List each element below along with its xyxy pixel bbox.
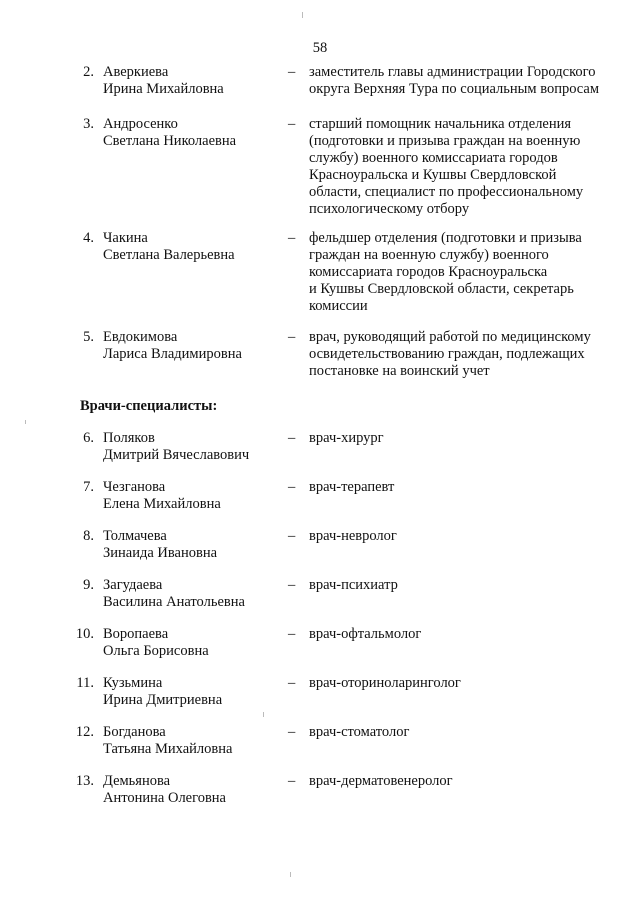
item-number: 9. — [83, 577, 94, 593]
dash: – — [288, 577, 296, 593]
role-line: постановке на воинский учет — [309, 363, 490, 379]
scan-mark — [25, 420, 26, 424]
given-name: Василина Анатольевна — [103, 594, 245, 610]
role-line: заместитель главы администрации Городского — [309, 64, 596, 80]
role-line: комиссии — [309, 298, 368, 314]
role-line: врач-оториноларинголог — [309, 675, 461, 691]
surname: Аверкиева — [103, 64, 169, 80]
position-description — [309, 230, 609, 315]
person-name — [103, 116, 283, 150]
dash: – — [288, 479, 296, 495]
scan-mark — [302, 12, 303, 18]
dash: – — [288, 724, 296, 740]
dash: – — [288, 773, 296, 789]
given-name: Светлана Валерьевна — [103, 247, 235, 263]
surname: Поляков — [103, 430, 155, 446]
given-name: Антонина Олеговна — [103, 790, 226, 806]
given-name: Ольга Борисовна — [103, 643, 209, 659]
role-line: врач-хирург — [309, 430, 384, 446]
role-line: граждан на военную службу) военного — [309, 247, 549, 263]
item-number: 6. — [83, 430, 94, 446]
role-line: округа Верхняя Тура по социальным вопросам — [309, 81, 600, 97]
person-name — [103, 528, 283, 562]
item-number: 10. — [75, 626, 94, 642]
position-description — [309, 675, 609, 692]
dash: – — [288, 528, 296, 544]
person-name — [103, 724, 283, 758]
dash: – — [288, 430, 296, 446]
item-number: 11. — [76, 675, 94, 691]
role-line: врач-невролог — [309, 528, 397, 544]
item-number: 4. — [83, 230, 94, 246]
person-name — [103, 626, 283, 660]
surname: Евдокимова — [103, 329, 178, 345]
person-name — [103, 329, 283, 363]
position-description — [309, 773, 609, 790]
person-name — [103, 577, 283, 611]
surname: Демьянова — [103, 773, 171, 789]
role-line: Красноуральска и Кушвы Свердловской — [309, 167, 557, 183]
position-description — [309, 724, 609, 741]
given-name: Ирина Михайловна — [103, 81, 224, 97]
given-name: Елена Михайловна — [103, 496, 221, 512]
role-line: врач-психиатр — [309, 577, 398, 593]
position-description — [309, 430, 609, 447]
surname: Чакина — [103, 230, 148, 246]
given-name: Ирина Дмитриевна — [103, 692, 223, 708]
role-line: врач-дерматовенеролог — [309, 773, 453, 789]
surname: Андросенко — [103, 116, 178, 132]
role-line: психологическому отбору — [309, 201, 470, 217]
dash: – — [288, 675, 296, 691]
role-line: (подготовки и призыва граждан на военную — [309, 133, 581, 149]
role-line: и Кушвы Свердловской области, секретарь — [309, 281, 574, 297]
scan-mark — [290, 872, 291, 877]
person-name — [103, 64, 283, 98]
section-heading: Врачи-специалисты: — [80, 398, 218, 414]
given-name: Дмитрий Вячеславович — [103, 447, 250, 463]
person-name — [103, 479, 283, 513]
position-description — [309, 626, 609, 643]
position-description — [309, 528, 609, 545]
given-name: Лариса Владимировна — [103, 346, 242, 362]
scan-mark — [263, 712, 264, 717]
item-number: 3. — [83, 116, 94, 132]
surname: Загудаева — [103, 577, 163, 593]
item-number: 7. — [83, 479, 94, 495]
role-line: области, специалист по профессиональному — [309, 184, 584, 200]
item-number: 13. — [75, 773, 94, 789]
surname: Кузьмина — [103, 675, 163, 691]
position-description — [309, 64, 609, 98]
dash: – — [288, 230, 296, 246]
page-number: 58 — [312, 40, 328, 56]
surname: Богданова — [103, 724, 166, 740]
given-name: Светлана Николаевна — [103, 133, 237, 149]
position-description — [309, 116, 609, 218]
position-description — [309, 577, 609, 594]
dash: – — [288, 64, 296, 80]
role-line: освидетельствованию граждан, подлежащих — [309, 346, 585, 362]
item-number: 8. — [83, 528, 94, 544]
position-description — [309, 479, 609, 496]
role-line: комиссариата городов Красноуральска — [309, 264, 548, 280]
dash: – — [288, 329, 296, 345]
role-line: фельдшер отделения (подготовки и призыва — [309, 230, 582, 246]
dash: – — [288, 116, 296, 132]
person-name — [103, 773, 283, 807]
role-line: врач-терапевт — [309, 479, 395, 495]
role-line: службу) военного комиссариата городов — [309, 150, 558, 166]
given-name: Зинаида Ивановна — [103, 545, 218, 561]
person-name — [103, 230, 283, 264]
role-line: врач-офтальмолог — [309, 626, 422, 642]
item-number: 2. — [83, 64, 94, 80]
role-line: врач-стоматолог — [309, 724, 410, 740]
surname: Воропаева — [103, 626, 169, 642]
surname: Чезганова — [103, 479, 166, 495]
role-line: старший помощник начальника отделения — [309, 116, 572, 132]
item-number: 12. — [75, 724, 94, 740]
item-number: 5. — [83, 329, 94, 345]
person-name — [103, 430, 283, 464]
surname: Толмачева — [103, 528, 167, 544]
person-name — [103, 675, 283, 709]
role-line: врач, руководящий работой по медицинскому — [309, 329, 591, 345]
given-name: Татьяна Михайловна — [103, 741, 233, 757]
position-description — [309, 329, 609, 380]
dash: – — [288, 626, 296, 642]
